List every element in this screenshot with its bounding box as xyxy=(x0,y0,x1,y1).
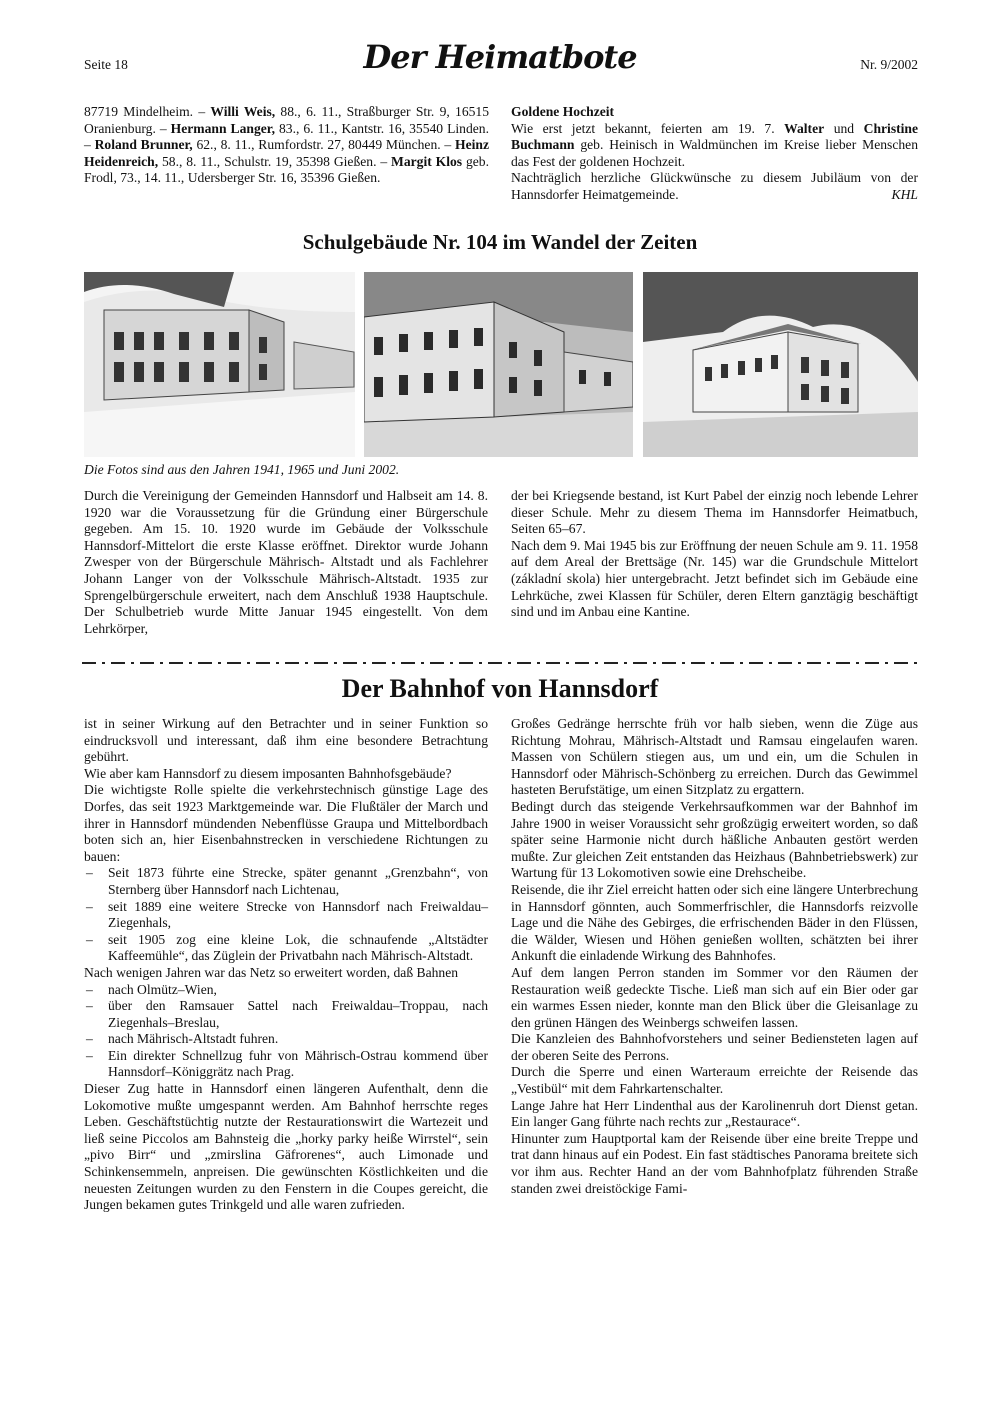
golden-wedding-congrats: Nachträglich herzliche Glückwünsche zu diesem Jubiläum von der Hannsdorfer Heimatgemeinde. KHL xyxy=(511,170,918,202)
golden-wedding-notice xyxy=(511,104,918,204)
masthead-logo: Der Heimatbote xyxy=(363,38,637,76)
school-paragraph: Nach dem 9. Mai 1945 bis zur Eröffnung der neuen Schule am 9. 11. 1958 auf dem Areal der Brettsäge (Nr. 145) war die Grundschule Mittelort (základní skola) hier untergebracht. Jetzt befindet sich im Gebäude eine Lehrküche, zwei Klassen für Schüler, deren Eltern ganztägig beschäftigt sind und im Anbau eine Kantine. xyxy=(511,537,918,620)
station-paragraph: Durch die Sperre und einen Warteraum erreichte der Reisende das „Vestibül“ mit dem Fahrkartenschalter. xyxy=(511,1064,918,1097)
school-photo-1941 xyxy=(84,272,355,457)
person-name: Heinz Heidenreich, xyxy=(84,137,489,169)
person-name: Hermann Langer, xyxy=(170,120,275,136)
railway-destinations-list xyxy=(84,982,488,1082)
station-paragraph: Reisende, die ihr Ziel erreicht hatten oder sich eine längere Unterbrechung in Hannsdorf gönnten, auch Sommerfrischler, die Hannsdorfs reizvolle Lage und die Nähe des Gebirges, die erfrischenden Bäder in den Flüssen, die Wälder, Wiesen und Höhen genießen wollten, schätzten bei ihrer Ankunft die einladende Wirkung des Bahnhofes. xyxy=(511,881,918,964)
page-number: Seite 18 xyxy=(84,57,128,72)
photo-caption: Die Fotos sind aus den Jahren 1941, 1965 und Juni 2002. xyxy=(84,462,400,477)
school-article-col-left xyxy=(84,488,488,637)
school-paragraph: der bei Kriegsende bestand, ist Kurt Pabel der einzig noch lebende Lehrer dieser Schule. Mehr zu diesem Thema im Hannsdorfer Heimatbuch, Seiten 65–67. xyxy=(511,488,918,537)
station-article-col-right xyxy=(511,716,918,1197)
station-paragraph: Die Kanzleien des Bahnhofvorstehers und seiner Bediensteten lagen auf der oberen Seite des Perrons. xyxy=(511,1031,918,1063)
station-paragraph: Dieser Zug hatte in Hannsdorf einen längeren Aufenthalt, denn die Lokomotive mußte umgespannt werden. Am Bahnhof herrschte reges Leben. Geschäftstüchtig nutzte der Restaurationswirt die Wartezeit und ließ seine Piccolos am Bahnsteig die „horky parky heiße Wirrstel“, sein „pivo Birr“ und „zmirslina Gäfrorenes“, auch Limonade und Schinkensemmeln, anpreisen. Die gewünschten Köstlichkeiten und die neuesten Zeitungen wurden zu den Fenstern in die Coupes gereicht, die Jungen bekamen gutes Trinkgeld und alle waren zufrieden. xyxy=(84,1081,488,1213)
list-item: – nach Mährisch-Altstadt fuhren. xyxy=(84,1031,488,1048)
issue-number: Nr. 9/2002 xyxy=(860,57,918,72)
list-item: – über den Ramsauer Sattel nach Freiwaldau–Troppau, nach Ziegenhals–Breslau, xyxy=(84,998,488,1031)
person-name: Roland Brunner, xyxy=(94,137,193,153)
person-name: Walter xyxy=(784,120,825,136)
station-paragraph: Wie aber kam Hannsdorf zu diesem imposanten Bahnhofsgebäude? xyxy=(84,765,452,781)
birthday-list xyxy=(84,104,489,187)
author-signature: KHL xyxy=(891,186,918,202)
golden-wedding-text: Wie erst jetzt bekannt, feierten am 19. 7. Walter und Christine Buchmann geb. Heinisch in Waldmünchen im Kreise lieber Menschen das Fest der goldenen Hochzeit. xyxy=(511,120,918,169)
birthday-text: 87719 Mindelheim. – Willi Weis, 88., 6. 11., Straßburger Str. 9, 16515 Oranienburg. – Hermann Langer, 83., 6. 11., Kantstr. 16, 35540 Linden. – Roland Brunner, 62., 8. 11., Rumfordstr. 27, 80449 München. – Heinz Heidenreich, 58., 8. 11., Schulstr. 19, 35398 Gießen. – Margit Klos geb. Frodl, 73., 14. 11., Udersberger Str. 16, 35396 Gießen. xyxy=(84,104,490,186)
list-item: – Ein direkter Schnellzug fuhr von Mährisch-Ostrau kommend über Hannsdorf–Königgrätz nach Prag. xyxy=(84,1048,488,1081)
station-paragraph: Großes Gedränge herrschte früh vor halb sieben, wenn die Züge aus Richtung Mohrau, Mährisch-Altstadt und Ramsau eingelaufen waren. Massen von Schülern stiegen aus, um und ein, um die Schulen in Hannsdorf oder Mährisch-Schönberg zu erreichen. Durch das Gewimmel hasteten Berufstätige, um einen Sitzplatz zu ergattern. xyxy=(511,716,918,798)
station-paragraph: ist in seiner Wirkung auf den Betrachter und in seiner Funktion so eindrucksvoll und interessant, daß ihm eine besondere Betrachtung gebührt. xyxy=(84,716,488,765)
list-item: – seit 1889 eine weitere Strecke von Hannsdorf nach Freiwaldau–Ziegenhals, xyxy=(84,899,488,932)
station-paragraph: Auf dem langen Perron standen im Sommer vor den Räumen der Restauration weiß gedeckte Tische. Ließ man sich auf ein Bier oder gar ein warmes Essen nieder, konnte man den Blick über die Gleisanlage zu den grünen Hängen des Weinbergs schweifen lassen. xyxy=(511,964,918,1030)
station-paragraph: Die wichtigste Rolle spielte die verkehrstechnisch günstige Lage des Dorfes, das seit 1923 Marktgemeinde war. Die Flußtäler der March und ihrer in Hannsdorf mündenden Nebenflüsse Graupa und Mittelbordbach boten sich an, hier Eisenbahnstrecken in verschiedene Richtungen zu bauen: xyxy=(84,782,488,864)
school-photo-1965 xyxy=(364,272,633,457)
station-paragraph: Hinunter zum Hauptportal kam der Reisende über eine breite Treppe und trat dann hinaus auf ein Podest. Ein fast städtisches Panorama breitete sich vor ihm aus. Rechter Hand an der vom Bahnhofplatz führenden Straße standen zwei dreistöckige Fami- xyxy=(511,1130,918,1196)
list-item: – seit 1905 zog eine kleine Lok, die schnaufende „Altstädter Kaffeemühle“, das Züglein der Privatbahn nach Mährisch-Altstadt. xyxy=(84,932,488,965)
station-article-col-left xyxy=(84,716,488,1214)
school-paragraph: Durch die Vereinigung der Gemeinden Hannsdorf und Halbseit am 14. 8. 1920 war die Voraussetzung für die Gründung einer Bürgerschule gegeben. Am 15. 10. 1920 wurde im Gebäude der Volksschule Hannsdorf-Mittelort die erste Klasse eröffnet. Direktor wurde Johann Zwesper von der Bürgerschule Mährisch- Altstadt und als Fachlehrer Johann Langer von der Volksschule Mährisch-Altstadt. 1935 zur Sprengelbürgerschule erweitert, nach dem Anschluß 1938 Hauptschule. Der Schulbetrieb wurde Mitte Januar 1945 eingestellt. Von dem Lehrkörper, xyxy=(84,488,488,636)
school-article-col-right xyxy=(511,488,918,621)
list-item: – Seit 1873 führte eine Strecke, später genannt „Grenzbahn“, von Sternberg über Hannsdorf nach Lichtenau, xyxy=(84,865,488,898)
person-name: Willi Weis, xyxy=(210,104,276,119)
station-paragraph: Bedingt durch das steigende Verkehrsaufkommen war der Bahnhof im Jahre 1900 in weiser Voraussicht sehr großzügig erweitert worden, so daß später seine Harmonie nicht durch häßliche Anbauten gestört werden mußte. Zur gleichen Zeit entstanden das Heizhaus (Bahnbetriebswerk) zur Wartung für 13 Lokomotiven sowie eine Drehscheibe. xyxy=(511,798,918,881)
railway-lines-list xyxy=(84,865,488,965)
station-paragraph: Lange Jahre hat Herr Lindenthal aus der Karolinenruh dort Dienst getan. Ein langer Gang führte nach rechts zur „Restaurace“. xyxy=(511,1097,918,1130)
person-name: Margit Klos xyxy=(391,153,463,169)
section-divider xyxy=(82,662,918,664)
school-photo-2002 xyxy=(643,272,918,457)
person-name: Christine Buchmann xyxy=(511,120,918,153)
station-article-title: Der Bahnhof von Hannsdorf xyxy=(341,674,659,703)
station-paragraph: Nach wenigen Jahren war das Netz so erweitert worden, daß Bahnen xyxy=(84,964,459,980)
golden-wedding-heading: Goldene Hochzeit xyxy=(511,104,615,119)
list-item: – nach Olmütz–Wien, xyxy=(84,982,488,999)
school-article-title: Schulgebäude Nr. 104 im Wandel der Zeiten xyxy=(302,230,698,254)
